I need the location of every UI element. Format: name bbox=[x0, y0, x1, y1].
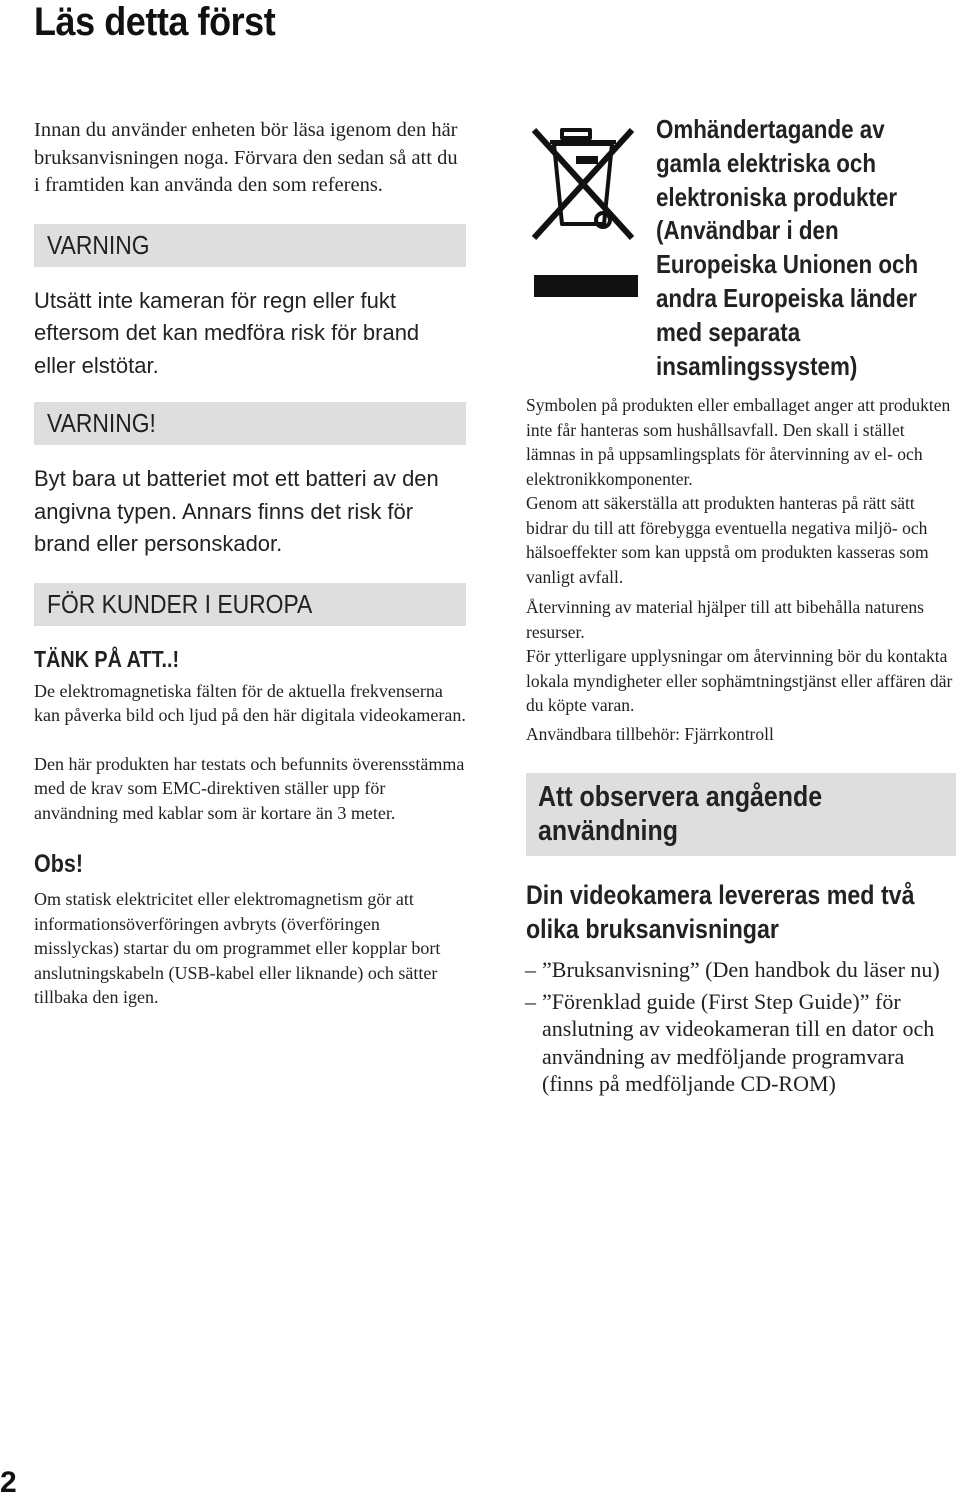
weee-title-line: gamla elektriska och bbox=[656, 147, 876, 178]
warning-text: Utsätt inte kameran för regn eller fukt eftersom det kan medföra risk för brand eller elstötar. bbox=[34, 287, 420, 378]
obs-text: Om statisk elektricitet eller elektromagnetism gör att informationsöverföringen avbryts (överföringen misslyckas) startar du om programmet eller kopplar bort anslutningskabeln (USB-kabel eller liknande) och sätter tillbaka den igen. bbox=[34, 889, 441, 1007]
usage-heading-bar bbox=[526, 773, 956, 856]
usage-heading-line: användning bbox=[538, 814, 678, 847]
warning-heading-bar bbox=[34, 224, 466, 267]
manuals-heading-line: Din videokamera levereras med två bbox=[526, 880, 915, 910]
manuals-heading bbox=[526, 878, 956, 946]
emc-note: Den här produkten har testats och befunnits överensstämma med de krav som EMC-direktiven ställer upp för användning med kablar som är kortare än 3 meter. bbox=[34, 753, 465, 823]
battery-warning-text: Byt bara ut batteriet mot ett batteri av den angivna typen. Annars finns det risk för brand eller personskador. bbox=[34, 466, 439, 556]
manuals-list bbox=[526, 956, 956, 1098]
europe-heading: FÖR KUNDER I EUROPA bbox=[47, 588, 313, 619]
note-heading-text: TÄNK PÅ ATT..! bbox=[34, 645, 180, 672]
list-item: – ”Förenklad guide (First Step Guide)” för anslutning av videokameran till en dator och användning av medföljande programvara (finns på medföljande CD-ROM) bbox=[526, 988, 956, 1098]
obs-heading bbox=[34, 849, 466, 879]
note-heading bbox=[34, 644, 466, 674]
accessories-note: Användbara tillbehör: Fjärrkontroll bbox=[526, 723, 774, 744]
page-title: Läs detta först bbox=[34, 0, 276, 44]
manuals-heading-line: olika bruksanvisningar bbox=[526, 914, 779, 944]
intro-paragraph: Innan du använder enheten bör läsa igenom den här bruksanvisningen noga. Förvara den sedan så att du i framtiden kan använda den som referens. bbox=[34, 119, 458, 196]
weee-title bbox=[656, 113, 956, 383]
right-column bbox=[526, 113, 956, 1102]
weee-paragraph-recycling: Återvinning av material hjälper till att bibehålla naturens resurser. bbox=[526, 597, 924, 642]
weee-title-line: elektroniska produkter bbox=[656, 181, 898, 212]
battery-warning-heading: VARNING! bbox=[47, 408, 156, 438]
obs-heading-text: Obs! bbox=[34, 850, 83, 878]
em-field-note: De elektromagnetiska fälten för de aktuella frekvenserna kan påverka bild och ljud på den här digitala videokameran. bbox=[34, 680, 466, 725]
weee-title-line: Omhändertagande av bbox=[656, 114, 885, 144]
weee-title-line: andra Europeiska länder bbox=[656, 282, 917, 313]
usage-heading-line: Att observera angående bbox=[538, 781, 823, 813]
weee-paragraph-handling: Genom att säkerställa att produkten hanteras på rätt sätt bidrar du till att förebygga eventuella negativa miljö- och hälsoeffekter som kan uppstå om produkten kasseras som vanligt avfall. bbox=[526, 493, 929, 587]
weee-paragraph-symbol: Symbolen på produkten eller emballaget anger att produkten inte får hanteras som hushållsavfall. Den skall i stället lämnas in på uppsamlingsplats för återvinning av el- och elektronikkomponenter. bbox=[526, 395, 951, 489]
europe-heading-bar bbox=[34, 583, 466, 626]
weee-section bbox=[526, 113, 956, 393]
warning-heading: VARNING bbox=[47, 229, 150, 260]
left-column bbox=[34, 117, 466, 1034]
battery-warning-heading-bar bbox=[34, 402, 466, 445]
page-number: 2 bbox=[0, 1466, 17, 1499]
crossed-out-wheelie-bin-icon bbox=[528, 120, 638, 300]
weee-title-line: Europeiska Unionen och bbox=[656, 249, 919, 280]
weee-title-line: (Användbar i den bbox=[656, 215, 839, 246]
weee-title-line: med separata bbox=[656, 316, 801, 347]
weee-title-line: insamlingssystem) bbox=[656, 350, 858, 381]
list-item: – ”Bruksanvisning” (Den handbok du läser nu) bbox=[526, 956, 956, 984]
weee-paragraph-contact: För ytterligare upplysningar om återvinning bör du kontakta lokala myndigheter eller sophämtningstjänst eller affären där du köpte varan. bbox=[526, 646, 953, 715]
